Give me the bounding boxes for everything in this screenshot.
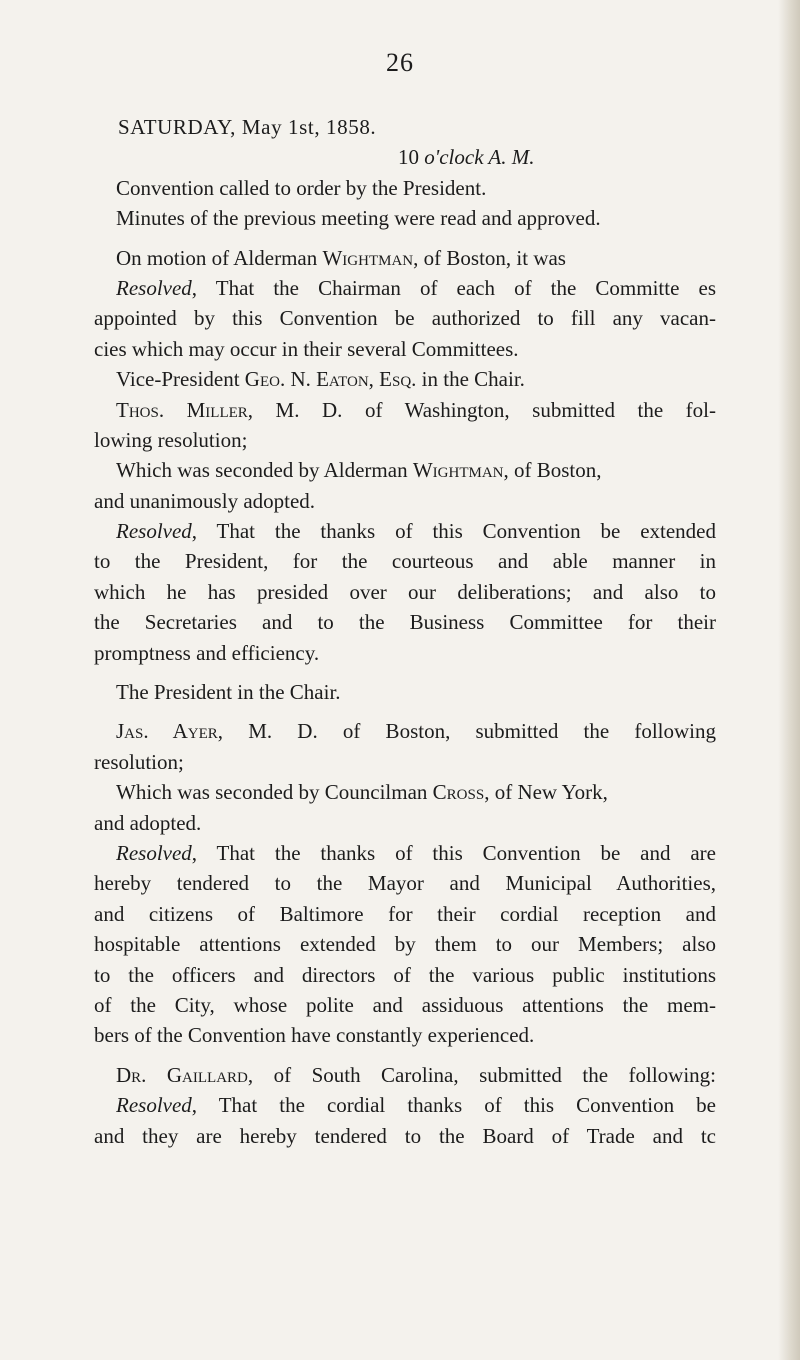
text-line xyxy=(116,838,716,868)
time-words: o'clock A. M. xyxy=(424,145,535,170)
text-line xyxy=(116,455,716,485)
line-text: Minutes of the previous meeting were read and approved. xyxy=(116,206,601,231)
resolved-word: Resolved xyxy=(116,840,192,865)
text-line xyxy=(94,486,716,516)
line-text: appointed by this Convention be authorized to fill any vacan- xyxy=(94,306,716,331)
line-text: hospitable attentions extended by them to our Members; also xyxy=(94,932,716,957)
text-line xyxy=(94,425,716,455)
line-text: Convention called to order by the President. xyxy=(116,175,487,200)
line-text: promptness and efficiency. xyxy=(94,640,320,665)
line-text: , That the Chairman of each of the Committe es xyxy=(191,275,716,300)
text-line xyxy=(116,1060,716,1090)
line-text: On motion of Alderman xyxy=(116,245,323,270)
line-text: , of Boston, xyxy=(503,458,602,483)
text-line xyxy=(116,173,716,203)
text-line xyxy=(94,899,716,929)
resolved-word: Resolved xyxy=(116,275,192,300)
text-line xyxy=(94,960,716,990)
time-number: 10 xyxy=(398,145,419,170)
line-text: the Secretaries and to the Business Committee for their xyxy=(94,610,716,635)
text-line xyxy=(116,1090,716,1120)
text-line xyxy=(116,516,716,546)
line-text: , That the cordial thanks of this Convention be xyxy=(191,1093,716,1118)
person-name: Thos. Miller xyxy=(116,397,248,422)
line-text: , of New York, xyxy=(484,780,608,805)
text-line xyxy=(94,990,716,1020)
line-text: and they are hereby tendered to the Board of Trade and tc xyxy=(94,1123,716,1148)
line-text: which he has presided over our deliberations; and also to xyxy=(94,579,716,604)
line-text: resolution; xyxy=(94,749,184,774)
text-line xyxy=(116,395,716,425)
text-line xyxy=(94,868,716,898)
line-text: to the officers and directors of the various public institutions xyxy=(94,962,716,987)
line-text: , That the thanks of this Convention be extended xyxy=(191,519,716,544)
resolved-word: Resolved xyxy=(116,1093,192,1118)
line-text: and adopted. xyxy=(94,810,202,835)
line-text: , That the thanks of this Convention be and are xyxy=(191,840,716,865)
text-line xyxy=(94,1020,716,1050)
line-text: , M. D. of Washington, submitted the fol- xyxy=(247,397,716,422)
line-text: hereby tendered to the Mayor and Municipal Authorities, xyxy=(94,871,716,896)
line-text: bers of the Convention have constantly experienced. xyxy=(94,1023,535,1048)
text-line xyxy=(94,747,716,777)
text-line xyxy=(94,303,716,333)
text-line xyxy=(116,203,716,233)
text-line xyxy=(94,546,716,576)
page-number: 26 xyxy=(386,48,414,77)
page-edge-shadow xyxy=(778,0,800,1360)
text-line xyxy=(94,929,716,959)
line-text: The President in the Chair. xyxy=(116,680,341,705)
text-line xyxy=(94,334,716,364)
time-heading xyxy=(116,142,716,172)
line-text: to the President, for the courteous and able manner in xyxy=(94,549,716,574)
person-name: Jas. Ayer xyxy=(116,719,218,744)
line-text: , of Boston, it was xyxy=(413,245,566,270)
line-text: , M. D. of Boston, submitted the following xyxy=(217,719,716,744)
line-text: cies which may occur in their several Committees. xyxy=(94,336,519,361)
text-line xyxy=(116,243,716,273)
line-text: of the City, whose polite and assiduous attentions the mem- xyxy=(94,992,716,1017)
line-text: lowing resolution; xyxy=(94,427,248,452)
minutes-text xyxy=(94,112,716,1151)
text-line xyxy=(116,273,716,303)
line-text: and unanimously adopted. xyxy=(94,488,316,513)
date-heading: SATURDAY, May 1st, 1858. xyxy=(118,115,377,139)
line-text: Which was seconded by Councilman xyxy=(116,780,433,805)
text-line xyxy=(116,777,716,807)
line-text: in the Chair. xyxy=(416,367,525,392)
text-line xyxy=(116,364,716,394)
line-text: Which was seconded by Alderman xyxy=(116,458,413,483)
text-line xyxy=(116,677,716,707)
person-name: Geo. N. Eaton, Esq. xyxy=(244,367,417,392)
person-name: Wightman xyxy=(322,245,414,270)
text-line xyxy=(94,1121,716,1151)
text-line xyxy=(116,716,716,746)
text-line xyxy=(94,607,716,637)
line-text: Vice-President xyxy=(116,367,245,392)
resolved-word: Resolved xyxy=(116,519,192,544)
line-text: , of South Carolina, submitted the following: xyxy=(247,1062,716,1087)
text-line xyxy=(94,808,716,838)
person-name: Cross xyxy=(432,780,485,805)
person-name: Dr. Gaillard xyxy=(116,1062,248,1087)
text-line xyxy=(94,577,716,607)
line-text: and citizens of Baltimore for their cordial reception and xyxy=(94,901,716,926)
person-name: Wightman xyxy=(412,458,504,483)
text-line xyxy=(94,638,716,668)
